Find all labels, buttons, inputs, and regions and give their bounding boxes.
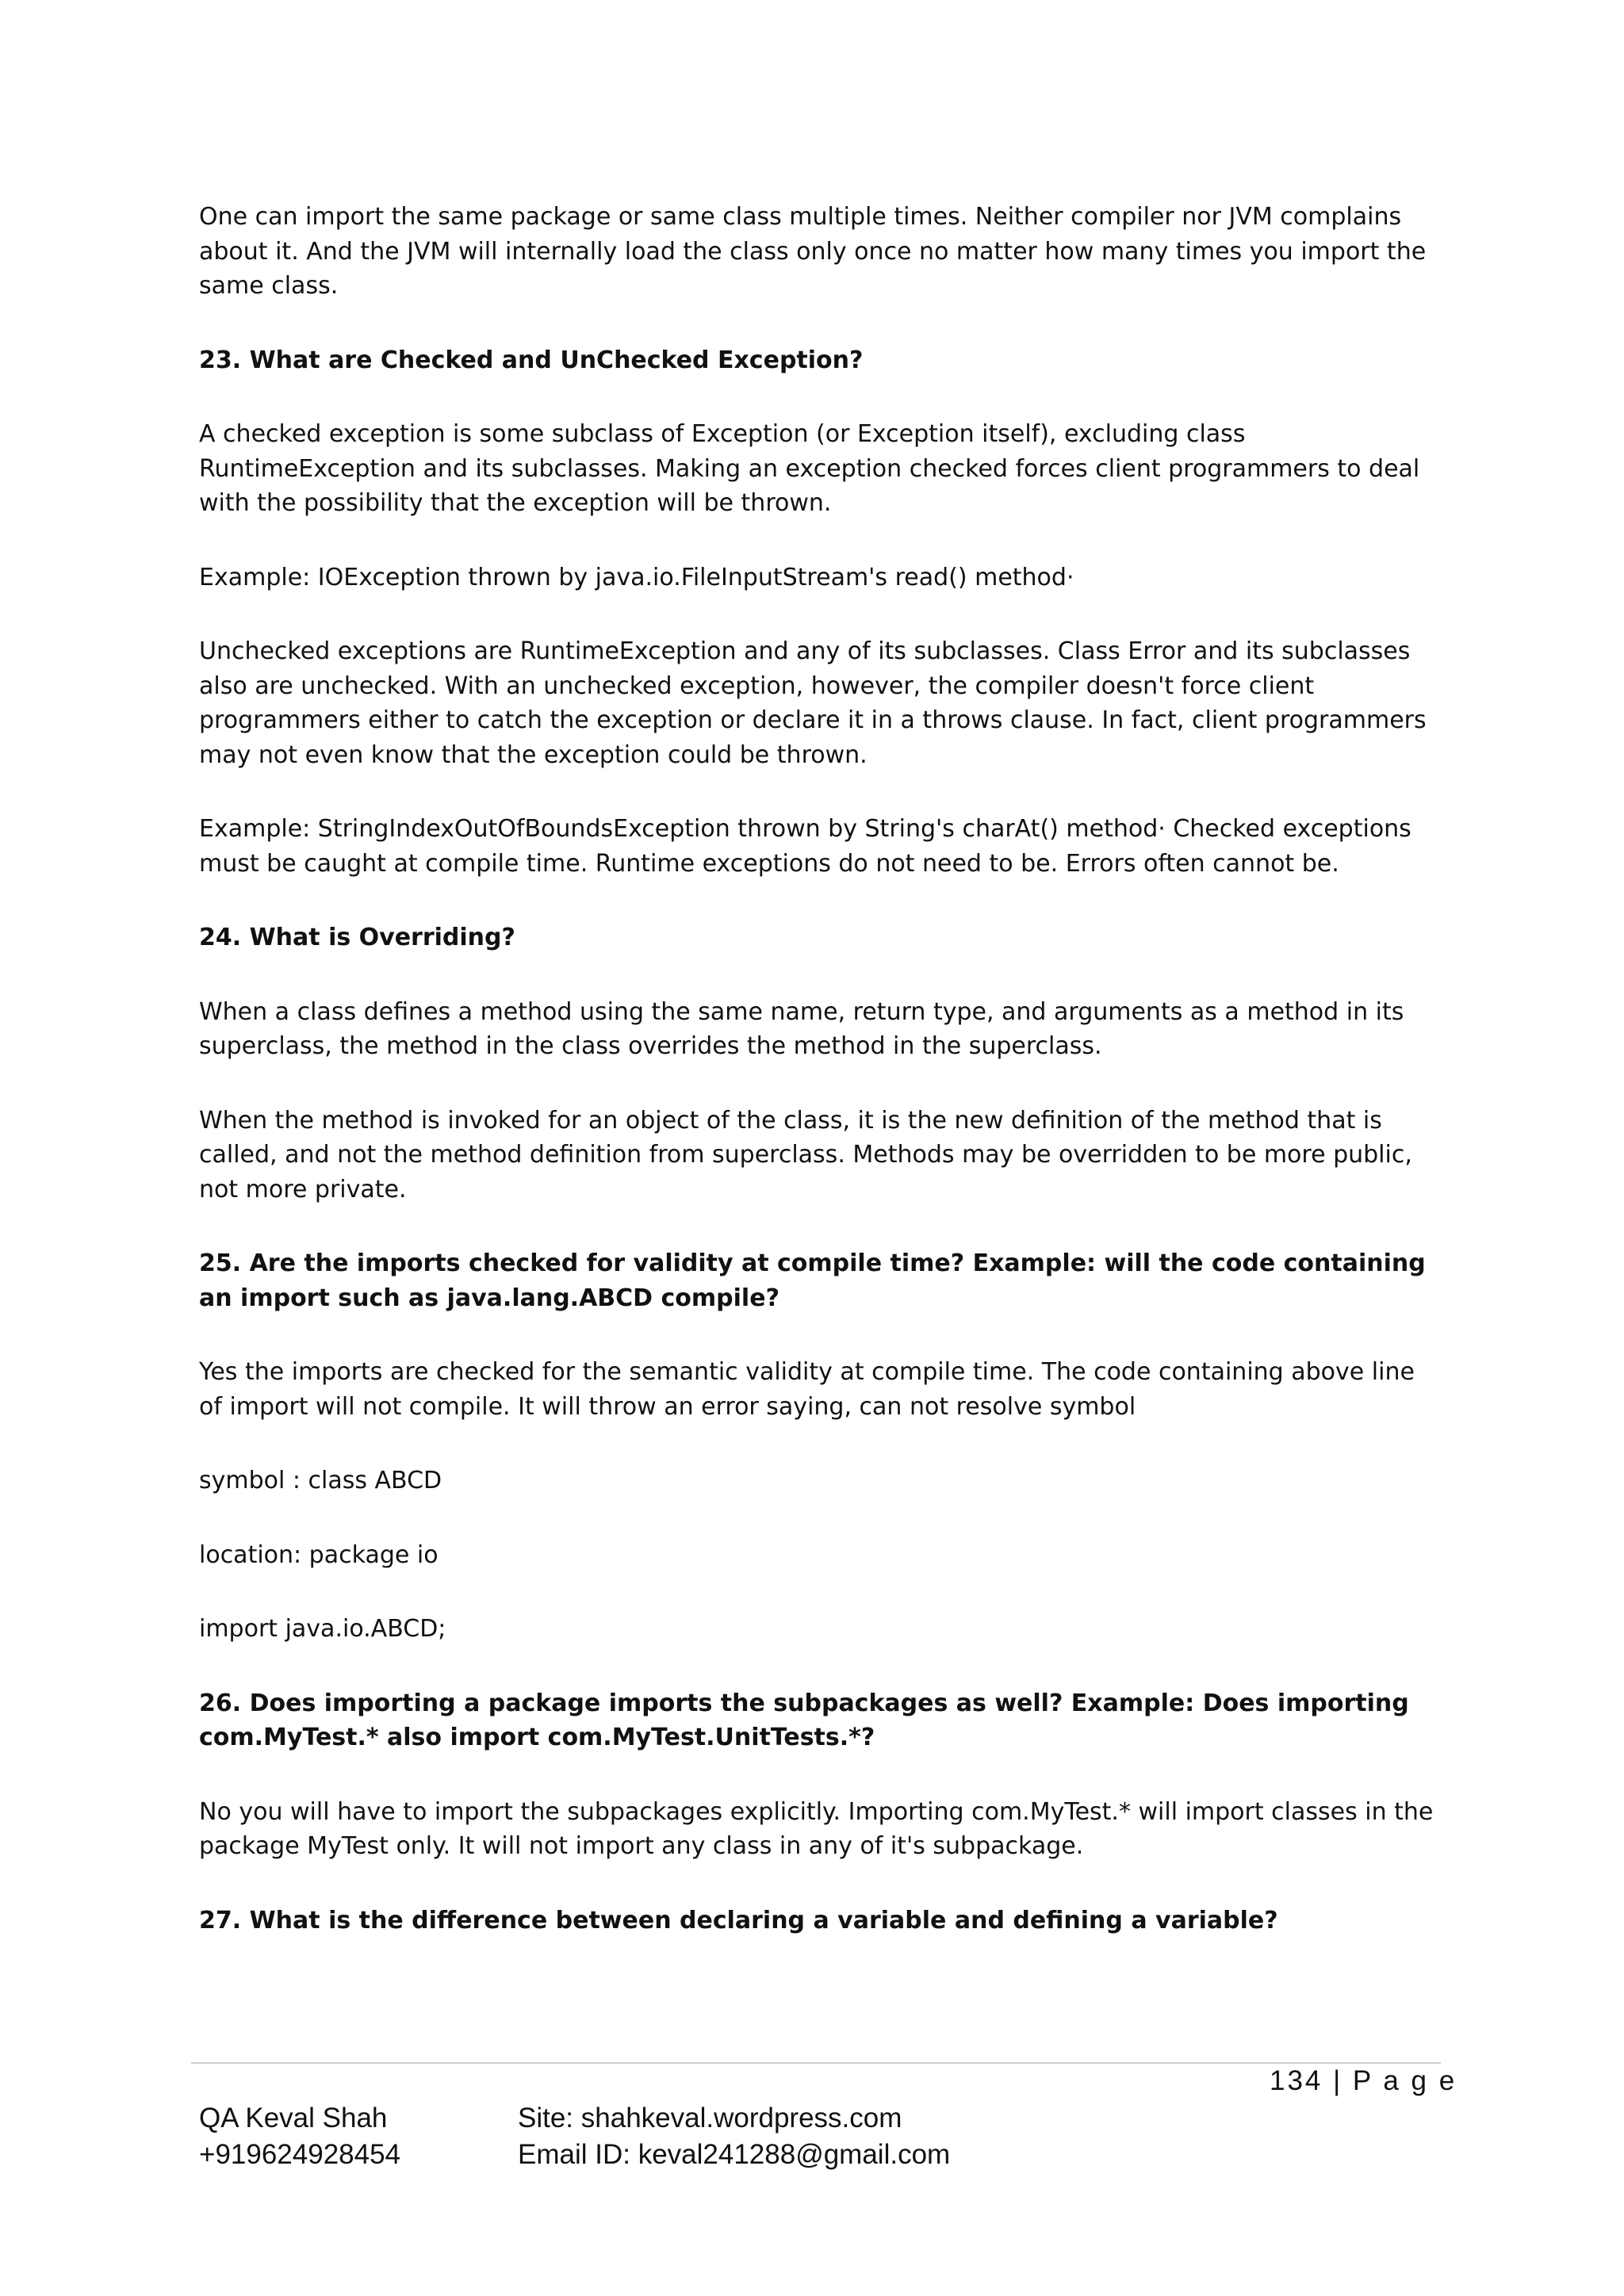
paragraph: No you will have to import the subpackages explicitly. Importing com.MyTest.* will import classes in the package MyTest only. It will not import any class in any of it's subpackage. [199, 1797, 1434, 1860]
paragraph: One can import the same package or same class multiple times. Neither compiler nor JVM complains about it. And the JVM will internally load the class only once no matter how many times you import the same class. [199, 203, 1427, 300]
page-number: 134 | P a g e [1270, 2065, 1457, 2096]
question-heading-26: 26. Does importing a package imports the subpackages as well? Example: Does importing com.MyTest.* also import com.MyTest.UnitTests.*? [199, 1689, 1409, 1751]
paragraph: When the method is invoked for an object of the class, it is the new definition of the method that is called, and not the method definition from superclass. Methods may be overridden to be more public, not more private. [199, 1106, 1412, 1203]
paragraph: symbol : class ABCD [199, 1467, 442, 1494]
footer-author: QA Keval Shah [199, 2103, 388, 2133]
footer-phone: +919624928454 [199, 2139, 401, 2170]
page-content [199, 200, 1436, 1977]
paragraph: Yes the imports are checked for the semantic validity at compile time. The code containing above line of import will not compile. It will throw an error saying, can not resolve symbol [199, 1358, 1415, 1421]
paragraph: Unchecked exceptions are RuntimeException and any of its subclasses. Class Error and its subclasses also are unchecked. With an unchecked exception, however, the compiler doesn't force client programmers either to catch the exception or declare it in a throws clause. In fact, client programmers may not even know that the exception could be thrown. [199, 637, 1427, 769]
paragraph: import java.io.ABCD; [199, 1615, 446, 1643]
footer-site: Site: shahkeval.wordpress.com [518, 2103, 902, 2133]
paragraph: location: package io [199, 1540, 439, 1569]
question-heading-23: 23. What are Checked and UnChecked Exception? [199, 346, 864, 374]
footer-email: Email ID: keval241288@gmail.com [518, 2139, 951, 2170]
footer-divider [191, 2062, 1441, 2064]
question-heading-25: 25. Are the imports checked for validity at compile time? Example: will the code containing an import such as java.lang.ABCD compile? [199, 1249, 1426, 1312]
paragraph: Example: StringIndexOutOfBoundsException thrown by String's charAt() method· Checked exceptions must be caught at compile time. Runtime exceptions do not need to be. Errors often cannot be. [199, 815, 1411, 878]
paragraph: When a class defines a method using the same name, return type, and arguments as a method in its superclass, the method in the class overrides the method in the superclass. [199, 997, 1404, 1060]
paragraph: A checked exception is some subclass of Exception (or Exception itself), excluding class RuntimeException and its subclasses. Making an exception checked forces client programmers to deal with the possibility that the exception will be thrown. [199, 420, 1420, 517]
question-heading-24: 24. What is Overriding? [199, 924, 515, 951]
question-heading-27: 27. What is the difference between declaring a variable and defining a variable? [199, 1906, 1278, 1934]
paragraph: Example: IOException thrown by java.io.FileInputStream's read() method· [199, 563, 1074, 591]
